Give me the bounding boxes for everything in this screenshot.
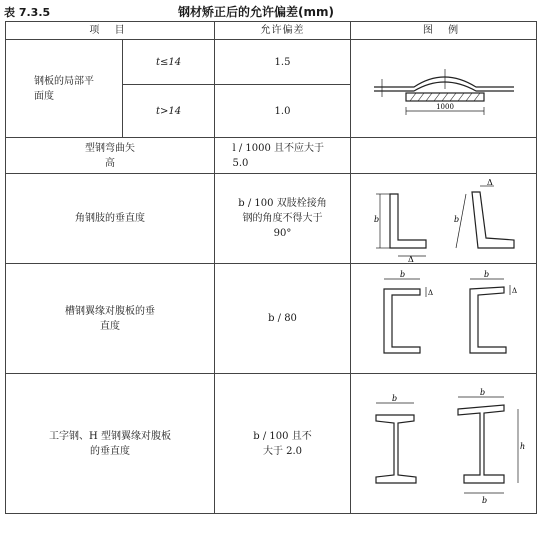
channel-item-cell [6, 264, 215, 374]
section-bend-tolerance: l / 1000 且不应大于 5.0 [232, 142, 325, 169]
channel-section-left [384, 289, 420, 353]
angle-figure-cell [351, 174, 537, 264]
channel-b-label-right: b [483, 269, 489, 279]
tolerance-table [5, 21, 537, 514]
ibeam-tolerance: b / 100 且不大于 2.0 [253, 430, 312, 457]
ibeam-b-label-left: b [391, 393, 397, 403]
angle-b-label-left: b [373, 214, 379, 224]
plate-item-cell [6, 40, 123, 138]
angle-figure [354, 176, 534, 262]
ibeam-item: 工字钢、H 型钢翼缘对腹板的垂直度 [49, 430, 171, 457]
channel-delta-label-left: Δ [427, 288, 433, 297]
channel-b-label-left: b [399, 269, 405, 279]
header-item: 项 目 [6, 22, 215, 40]
section-bend-tolerance-cell [215, 138, 351, 174]
angle-item: 角钢肢的垂直度 [6, 174, 215, 264]
table-number: 表 7.3.5 [4, 6, 51, 19]
table-row [6, 174, 537, 264]
hbeam-b-label-top: b [479, 387, 485, 397]
channel-tolerance: b / 80 [215, 264, 351, 374]
ibeam-tolerance-cell [215, 374, 351, 514]
header-row [6, 22, 537, 40]
section-bend-item [6, 138, 215, 174]
section-bend-label: 型钢弯曲矢高 [85, 142, 135, 169]
channel-figure [354, 267, 534, 371]
angle-delta-label-right: Δ [486, 177, 493, 187]
table-row [6, 264, 537, 374]
plate-tolerance-1: 1.5 [215, 40, 351, 85]
header-tolerance: 允许偏差 [215, 22, 351, 40]
plate-figure-cell [351, 40, 537, 138]
angle-tolerance: b / 100 双肢栓接角钢的角度不得大于 90° [238, 198, 327, 239]
channel-delta-label-right: Δ [511, 286, 517, 295]
section-bend-figure-cell [351, 138, 537, 174]
ibeam-section-left [376, 415, 416, 483]
table-row [6, 40, 537, 85]
channel-item: 槽钢翼缘对腹板的垂直度 [65, 305, 155, 332]
table-row [6, 374, 537, 514]
dimension-1000: 1000 [435, 102, 454, 111]
plate-condition-1: t≤14 [123, 40, 215, 85]
plate-flatness-figure [354, 49, 534, 129]
angle-delta-label-left: Δ [407, 254, 414, 262]
hbeam-section-right [458, 405, 504, 483]
hbeam-b-label-bottom: b [481, 495, 487, 505]
ibeam-item-cell [6, 374, 215, 514]
ibeam-figure [354, 379, 534, 509]
plate-item-label: 钢板的局部平面度 [34, 75, 94, 102]
header-figure: 图 例 [351, 22, 537, 40]
table-title: 钢材矫正后的允许偏差(mm) [178, 5, 334, 19]
ibeam-figure-cell [351, 374, 537, 514]
channel-figure-cell [351, 264, 537, 374]
table-row [6, 138, 537, 174]
plate-tolerance-2: 1.0 [215, 85, 351, 138]
angle-section-left [390, 194, 426, 248]
channel-section-right [470, 287, 506, 353]
angle-b-label-right: b [453, 214, 459, 224]
angle-tolerance-cell [215, 174, 351, 264]
angle-section-right [472, 192, 514, 248]
plate-condition-2: t>14 [123, 85, 215, 138]
hbeam-h-label: h [519, 441, 525, 451]
